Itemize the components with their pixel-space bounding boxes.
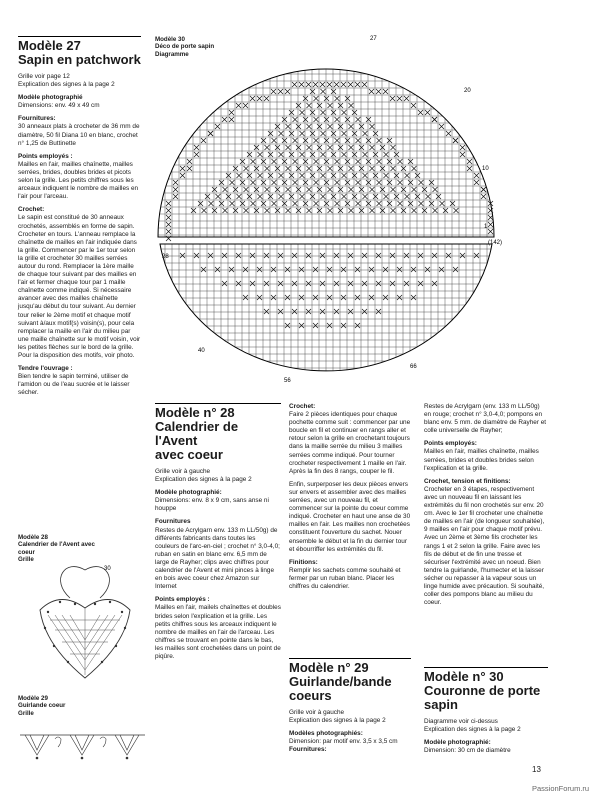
row-number-66: 66 xyxy=(410,364,417,370)
refs: Grille voir page 12 Explication des signes à la page 2 xyxy=(18,73,115,89)
points-text: Mailles en l'air, mailles chaînette, mailles serrées, brides, doubles brides et picots selon la grille. Les petits chiffres sous les arceaux indiquent le nombre de mailles en l'air pour l'arceau. xyxy=(18,160,139,201)
grid-cells xyxy=(158,32,498,237)
fournitures-label: Fournitures: xyxy=(289,746,327,754)
fournitures-text: Restes de Acrylgarn env. 133 m LL/50g) de différents fabricants dans toutes les couleurs de l'arc-en-ciel ; crochet n° 3,0-4,0; ruban en satin en blanc env. 6,5 mm de large de Rayher; clips avec chiffres pour calendrier de l'Avent et mini pinces à linge en bois avec coeur chez Amazon sur Internet xyxy=(155,526,280,591)
modele-29-continued-column xyxy=(424,403,548,612)
crochet-label: Crochet, tension et finitions: xyxy=(424,477,511,485)
page-number: 13 xyxy=(532,765,541,774)
row-number-40: 40 xyxy=(198,348,205,354)
heart-stitches xyxy=(48,608,122,675)
crochet-label: Crochet: xyxy=(18,206,45,214)
row-number-56: 56 xyxy=(284,378,291,384)
crochet-label: Crochet: xyxy=(289,403,316,410)
modele-28-heading: Modèle n° 28 Calendrier de l'Avent avec coeur xyxy=(155,403,281,462)
dimensions: Dimension: par motif env. 3,5 x 3,5 cm xyxy=(289,738,398,746)
row-number-28: 28 xyxy=(162,254,169,260)
modele-30-column: Modèle n° 30 Couronne de porte sapin Diagramme voir ci-dessus Explication des signes à la page 2 Modèle photographié: Dimension: 30 cm de diamètre xyxy=(424,667,548,760)
fournitures-text: 30 anneaux plats à crocheter de 36 mm de diamètre, 50 fil Diana 10 en blanc, crochet n° 1,25 de Buttinette xyxy=(18,123,140,147)
row-number-27: 27 xyxy=(370,36,377,42)
modele-29-grid-label: Modèle 29 Guirlande coeur Grille xyxy=(18,695,66,717)
heading-line-1: Modèle 27 xyxy=(18,38,81,53)
stitch-count-142: (142) xyxy=(488,240,503,246)
finitions-label: Finitions: xyxy=(289,558,318,566)
bottom-chart-grid xyxy=(158,244,498,394)
crochet-text: Crocheter en 3 étapes, respectivement avec un nouveau fil en laissant les extrémités du fil non crochetés sur env. 20 cm. Avec le 1er fil crocheter une chaînette de mailles en l'air (de longueur souhaitée), 9 mailles en l'air pour chaque motif prévu. Avec un 2ème et 3ème fils crocheter les rangs 1 et 2 selon la grille. Faire avec les fils de début et de fin une tresse et sécuriser l'extrémité avec un noeud. Bien tendre la guirlande, l'humecter et la laisser sécher ou repasser à la vapeur sous un linge humide avec précaution. Si souhaité, coller des pompons blanc au milieu du coeur. xyxy=(424,485,545,607)
grid-cells xyxy=(158,244,498,394)
points-label: Points employés : xyxy=(18,152,73,160)
finitions-text: Remplir les sachets comme souhaité et fermer par un ruban blanc. Placer les chiffres du calendrier. xyxy=(289,566,401,590)
heading-line-2: Sapin en patchwork xyxy=(18,52,141,67)
door-wreath-diagram xyxy=(158,32,503,392)
fournitures-text: Restes de Acrylgarn (env. 133 m LL/50g) en rouge; crochet n° 3,0-4,0; pompons en blanc env. 5 mm. de diamètre de Rayher et colle universelle de Rayher; xyxy=(424,403,547,435)
handle-number: 30 xyxy=(104,566,111,572)
modele-30-heading: Modèle n° 30 Couronne de porte sapin xyxy=(424,667,548,712)
modele-29-heading: Modèle n° 29 Guirlande/bande coeurs xyxy=(289,658,411,703)
crochet-text: Le sapin est constitué de 30 anneaux crochetés, assemblés en forme de sapin. Crocheter en tours. L'anneau remplace la chaînette de mailles en l'air indiquée dans la grille. Commencer par le 1er tour selon la grille et crocheter 30 mailles serrées autour du rond. Remplacer la 1ère maille de chaque tour suivant par des mailles en l'air et fermer chaque tour par 1 maille chaînette comme indiqué. Si nécessaire avancer avec des mailles chaînette jusqu'au début du tour suivant. Au dernier tour relier le 2ème motif et chaque motif suivant à/aux motif(s) voisin(s), pour cela remplacer la maille en l'air du milieu par une maille chaînette sur le motif voisin, voir les petites flèches sur le bord de la grille. Pour la disposition des motifs, voir photo. xyxy=(18,214,141,359)
modele-27-column xyxy=(18,36,141,402)
modele-30-diagram-label: Modèle 30 Déco de porte sapin Diagramme xyxy=(155,36,215,58)
modele-28-grid-label: Modèle 28 Calendrier de l'Avent avec coeur Grille xyxy=(18,534,95,564)
tendre-text: Bien tendre le sapin terminé, utiliser de l'amidon ou de l'eau sucrée et le laisser sécher. xyxy=(18,373,130,397)
dimensions: Dimension: 30 cm de diamètre xyxy=(424,747,511,755)
tendre-label: Tendre l'ouvrage : xyxy=(18,365,73,373)
points-text: Mailles en l'air, mailels chaînettes et doubles brides selon l'explication et la grille. Les petits chiffres sous les arceaux indiquent le nombre de mailles en l'air de l'arceau. Les chiffres se trouvant en pointe dans le bas, les mailles sont crochetées dans un point de piqûre. xyxy=(155,604,281,660)
points-text: Mailles en l'air, mailles chaînette, mailles serrées, brides et doubles brides selon l'explication et la grille. xyxy=(424,448,539,472)
fournitures-label: Fournitures xyxy=(155,518,191,526)
photo-label: Modèle photographié: xyxy=(424,739,491,747)
modele-29-column: Modèle n° 29 Guirlande/bande coeurs Grille voir à gauche Explication des signes à la page 2 Modèles photographiés: Dimension: par motif env. 3,5 x 3,5 cm Fournitures: xyxy=(289,658,411,759)
modele-27-heading xyxy=(18,36,141,67)
modele-28-crochet-column xyxy=(289,403,411,596)
row-number-10: 10 xyxy=(482,166,489,172)
top-chart-grid xyxy=(158,32,498,237)
modele-28-column: Modèle n° 28 Calendrier de l'Avent avec coeur Grille voir à gauche Explication des signes à la page 2 Modèle photographié: Dimensions: env. 8 x 9 cm, sans anse ni houppe Fournitures Restes de Acrylgarn env. 133 m LL/50g) de différents fabricants dans toutes les couleurs de l'arc-en-ciel ; crochet n° 3,0-4,0; ruban en satin en blanc env. 6,5 mm de large de Rayher; clips avec chiffres pour calendrier de l'Avent et mini pinces à linge en bois avec coeur chez Amazon sur Internet Points employés : Mailles en l'air, mailels chaînettes et doubles brides selon l'explication et la grille. Les petits chiffres sous les arceaux indiquent le nombre de mailles en l'air de l'arceau. Les chiffres se trouvant en pointe dans le bas, les mailles sont crochetées dans un point de piqûre. xyxy=(155,405,281,660)
points-label: Points employés: xyxy=(424,440,477,448)
dimensions: Dimensions: env. 8 x 9 cm, sans anse ni houppe xyxy=(155,497,269,513)
points-label: Points employés : xyxy=(155,596,210,604)
photo-label: Modèle photographié xyxy=(18,94,83,102)
row-number-1: 1 xyxy=(484,224,488,230)
crochet-text-2: Enfin, surperposer les deux pièces envers sur envers et assembler avec des mailles serrées, avec un nouveau fil, et commencer sur la pointe du coeur comme indiqué. Crocheter en haut une anse de 30 mailles en l'air. Les mailles non crochetées constituent l'ouverture du sachet. Nouer ensemble le début et la fin du dernier tour et ébourriffer les extrémités du fil. xyxy=(289,480,411,553)
heart-pocket-diagram xyxy=(30,560,140,690)
photo-label: Modèles photographiés: xyxy=(289,730,363,738)
watermark: PassionForum.ru xyxy=(532,784,590,793)
dimensions: Dimensions: env. 49 x 49 cm xyxy=(18,102,100,110)
fournitures-label: Fournitures: xyxy=(18,115,56,123)
row-number-20: 20 xyxy=(464,88,471,94)
crochet-text: Faire 2 pièces identiques pour chaque pochette comme suit : commencer par une boucle en fil et continuer en rangs aller et retour selon la grille en crochetant toujours dans la maille serrée du milieu 3 mailles serrées comme indiqué. Pour tourner crocheter respectivement 1 maille en l'air. Après la fin des 8 rangs, couper le fil. xyxy=(289,411,411,475)
photo-label: Modèle photographié: xyxy=(155,489,222,497)
garland-diagram xyxy=(20,725,145,770)
